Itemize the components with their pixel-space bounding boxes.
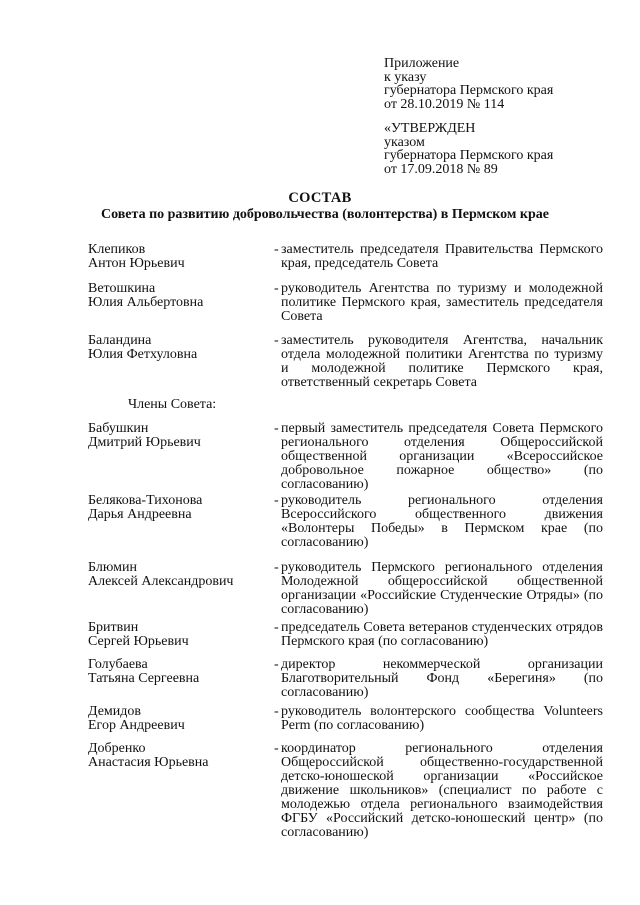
members-heading: Члены Совета: [128,397,217,412]
person-name: Баландина Юлия Фетхуловна [88,333,198,362]
person-position: руководитель Пермского регионального отделения Молодежной общероссийской общественной организации «Российские Студенческие Отряды» (по согласованию) [281,560,603,617]
person-position: руководитель Агентства по туризму и молодежной политике Пермского края, заместитель председателя Совета [281,281,603,324]
person-name: Ветошкина Юлия Альбертовна [88,281,204,310]
person-name: Добренко Анастасия Юрьевна [88,741,209,770]
dash-separator: - [274,333,279,348]
approval-line: губернатора Пермского края [384,148,554,163]
person-name: Бритвин Сергей Юрьевич [88,620,189,649]
approval-block [384,122,553,176]
person-position: руководитель волонтерского сообщества Volunteers Perm (по согласованию) [281,704,603,733]
dash-separator: - [274,657,279,672]
dash-separator: - [274,421,279,436]
document-subtitle: Совета по развитию добровольчества (волонтерства) в Пермском крае [100,207,549,222]
person-name: Бабушкин Дмитрий Юрьевич [88,421,201,450]
person-position: директор некоммерческой организации Благотворительный Фонд «Берегиня» (по согласованию) [281,657,603,700]
approval-line: «УТВЕРЖДЕН [384,121,476,136]
person-name: Демидов Егор Андреевич [88,704,185,733]
person-name: Белякова-Тихонова Дарья Андреевна [88,493,203,522]
approval-line: указом [384,134,425,150]
appendix-line: от 28.10.2019 № 114 [384,96,505,112]
document-title: СОСТАВ [288,190,352,206]
dash-separator: - [274,560,279,575]
dash-separator: - [274,620,279,635]
approval-line: от 17.09.2018 № 89 [384,161,498,177]
person-position: руководитель регионального отделения Всероссийского общественного движения «Волонтеры Победы» в Пермском крае (по согласованию) [281,493,603,550]
person-name: Голубаева Татьяна Сергеевна [88,657,200,686]
dash-separator: - [274,493,279,508]
person-position: председатель Совета ветеранов студенческих отрядов Пермского края (по согласованию) [281,620,603,649]
person-name: Блюмин Алексей Александрович [88,560,234,589]
dash-separator: - [274,242,279,257]
appendix-block [384,57,553,111]
dash-separator: - [274,281,279,296]
dash-separator: - [274,704,279,719]
person-position: заместитель председателя Правительства Пермского края, председатель Совета [281,242,603,271]
appendix-line: Приложение [384,56,460,71]
person-position: заместитель руководителя Агентства, начальник отдела молодежной политики Агентства по туризму и молодежной политике Пермского края, ответственный секретарь Совета [281,333,603,390]
person-position: первый заместитель председателя Совета Пермского регионального отделения Общероссийской общественной организации «Всероссийское добровольное пожарное общество» (по согласованию) [281,421,603,492]
appendix-line: к указу [384,69,427,85]
person-position: координатор регионального отделения Общероссийской общественно-государственной детско-юношеской организации «Российское движение школьников» (специалист по работе с молодежью отдела регионального взаимодействия ФГБУ «Российский детско-юношеский центр» (по согласованию) [281,741,603,840]
appendix-line: губернатора Пермского края [384,83,554,98]
dash-separator: - [274,741,279,756]
person-name: Клепиков Антон Юрьевич [88,242,185,271]
